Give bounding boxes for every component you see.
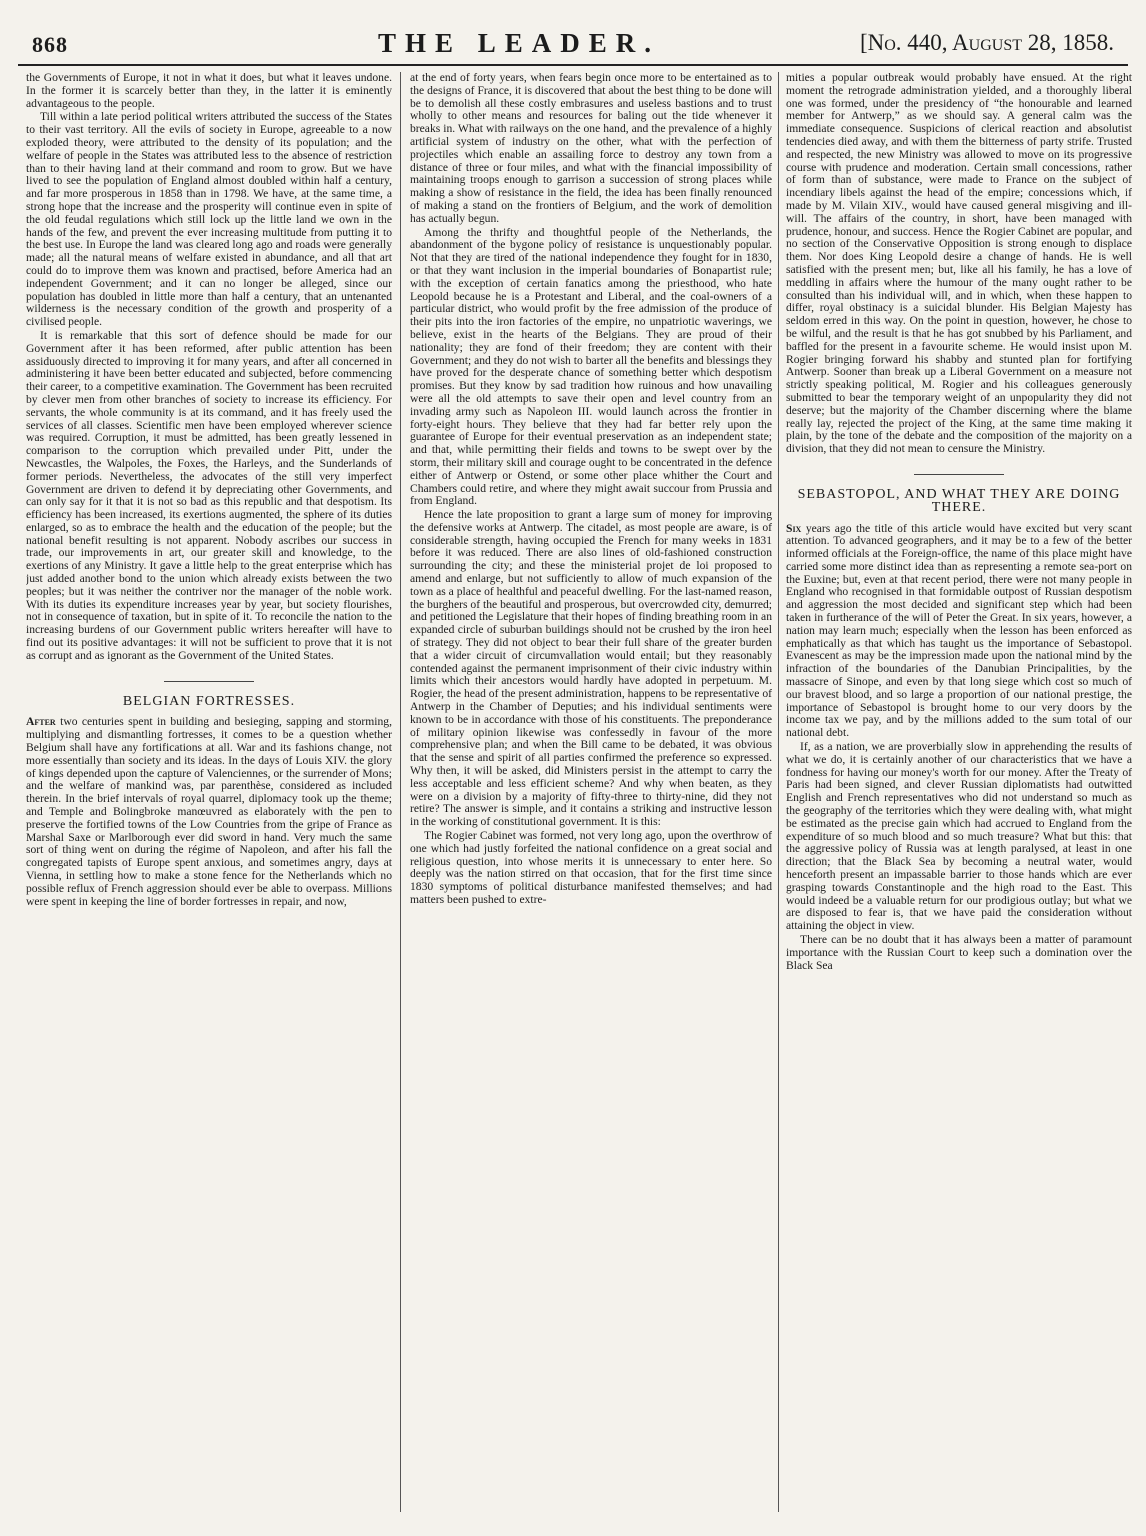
paragraph: the Governments of Europe, it not in what it does, but what it leaves undone. In the former it is scarcely better than they, in the latter it is eminently advantageous to the people. — [26, 72, 392, 110]
paragraph: Among the thrifty and thoughtful people of the Netherlands, the abandonment of the bygone policy of resistance is unquestionably popular. Not that they are tired of the national independence they fought for in 1830, or that they want inclusion in the imperial boundaries of Bonapartist rule; with the exception of certain fanatics among the priesthood, who hate Leopold because he is a Protestant and Liberal, and the coal-owners of a particular district, who would profit by the free admission of the produce of their pits into the iron factories of the empire, no unpatriotic waverings, we believe, exist in the hearts of the Belgians. They are proud of their nationality; they are fond of their freedom; they are content with their Government; and they do not wish to barter all the benefits and blessings they have proved for the desperate chance of something better which despotism promises. But they know by sad tradition how ruinous and how unavailing were all the old attempts to save their open and level country from an invading army such as Napoleon III. would launch across the frontier in forty-eight hours. They believe that they had far better rely upon the guarantee of Europe for their eventual preservation as an independent state; and that, while permitting their fields and towns to be swept over by the storm, their military skill and courage ought to be concentrated in the defence either of Antwerp or Ostend, or some other place whither the Court and Chambers could retire, and where they might await succour from Prussia and from England. — [410, 225, 772, 508]
paragraph: It is remarkable that this sort of defence should be made for our Government after it has been reformed, after public attention has been assiduously directed to improving it for many years, and after all concerned in administering it have been better educated and subjected, before commencing their career, to a competitive examination. The Government has been recruited by clever men from other branches of society to increase its efficiency. For servants, the whole community is at its command, and it has freely used the services of all classes. Scientific men have been employed wherever science was required. Corruption, it must be admitted, has been greatly lessened in comparison to the corruption which prevailed under Pitt, under the Newcastles, the Walpoles, the Foxes, the Harleys, and the Sunderlands of former periods. Nevertheless, the advocates of the still very imperfect Government are driven to defend it by depreciating other Governments, and can only say for it that it is not so bad as this republic and that despotism. Its efficiency has been increased, its exertions augmented, the sphere of its duties enlarged, so as to embrace the health and the education of the people; but the national benefit resulting is not apparent. Nobody ascribes our success in trade, our improvements in art, our greater skill and knowledge, to the exertions of any Ministry. It gave a little help to the great enterprise which has just added another bond to the union which already exists between the two peoples; but it was neither the contriver nor the manager of the noble work. With its duties its expenditure increases year by year, but society flourishes, not in consequence of taxation, but in spite of it. To reconcile the nation to the increasing burdens of our Government public writers hereafter will have to find out its positive advantages: it will not be sufficient to prove that it is not as corrupt and as ignorant as the Government of the United States. — [26, 328, 392, 662]
paragraph: Till within a late period political writers attributed the success of the States to their vast territory. All the evils of society in Europe, agreeable to a now exploded theory, were attributed to the density of its population; and the welfare of people in the States was attributed less to the absence of restriction than to their having land at their command and room to grow. But we have lived to see the population of England almost doubled within half a century, and far more prosperous in 1858 than in 1798. We have, at the same time, a strong hope that the increase and the prosperity will continue even in spite of the old feudal regulations which still lock up the little land we own in the hands of the few, and prevent the ever increasing multitude from putting it to the best use. In Europe the land was cleared long ago and roads were generally made; all the natural means of welfare existed in abundance, and all that art could do to improve them was known and practised, before America had an independent Government; and it can no longer be alleged, since our population has doubled in little more than half a century, that an untenanted wilderness is the necessary condition of the growth and prosperity of a civilised people. — [26, 110, 392, 329]
paragraph: The Rogier Cabinet was formed, not very long ago, upon the overthrow of one which had justly forfeited the national confidence on a great social and religious question, into whose merits it is unnecessary to enter here. So deeply was the nation stirred on that occasion, that for the first time since 1830 symptoms of political disturbance manifested themselves; and had matters been pushed to extre- — [410, 829, 772, 906]
paragraph: If, as a nation, we are proverbially slow in apprehending the results of what we do, it is certainly another of our characteristics that we have a fondness for having our money's worth for our money. After the Treaty of Paris had been signed, and clever Russian diplomatists had outwitted English and French representatives who did not understand so much as the geography of the territories which they were dealing with, what might be estimated as the precise gain which had accrued to England from the expenditure of so much blood and so much treasure? What but this: that the aggressive policy of Russia was at length paralysed, at least in one direction; that the Black Sea by becoming a neutral water, would henceforth present an impassable barrier to those hands which are ever grasping towards Constantinople and the high road to the East. This would indeed be a valuable return for our prodigious outlay; but what we are disposed to fear is, that we have paid the consideration without attaining the object in view. — [786, 740, 1132, 933]
article-separator — [164, 681, 254, 682]
page-number: 868 — [32, 32, 68, 57]
paragraph-text: two centuries spent in building and besieging, sapping and storming, multiplying and dismantling fortresses, it comes to be a question whether Belgium shall have any fortifications at all. War and its fashions change, not more essentially than society and its ideas. In the days of Louis XIV. the glory of kings depended upon the capture of Valenciennes, or the surrender of Mons; and the welfare of mankind was, par parenthèse, considered as included therein. In the brief intervals of royal quarrel, diplomacy took up the theme; and Temple and Bolingbroke manœuvred as elaborately with the pen to preserve the fortified towns of the Low Countries from the gripe of France as Marshal Saxe or Marlborough ever did sword in hand. Very much the same sort of thing went on during the régime of Napoleon, and after his fall the congregated tapists of Europe spent anxious, and sometimes angry, days at Vienna, in settling how to make a stone fence for the Netherlands which no possible reflux of French aggression should ever be able to overpass. Millions were spent in keeping the line of border fortresses in repair, and now, — [26, 715, 392, 908]
column-2 — [410, 72, 772, 1512]
paragraph: There can be no doubt that it has always been a matter of paramount importance with the Russian Court to keep such a domination over the Black Sea — [786, 933, 1132, 972]
paragraph — [786, 523, 1132, 741]
newspaper-page — [18, 14, 1132, 1524]
column-1 — [26, 72, 392, 1512]
paragraph-text: years ago the title of this article would have excited but very scant attention. To advanced geographers, and it may be to a few of the better informed officials at the Foreign-office, the name of this place might have carried some more distinct idea than as representing a remote sea-port on the Euxine; but, even at that recent period, there were not many people in England who recognised in that formidable outpost of Russian despotism and aggression the most decided and significant step which had been taken in furtherance of the will of Peter the Great. In six years, however, a nation may learn much; especially when the lesson has been enforced as emphatically as that which has taught us the importance of Sebastopol. Evanescent as may be the impression made upon the national mind by the infraction of the boundaries of the Danubian Principalities, by the massacre of Sinope, and even by that long siege which cost so much of our bravest blood, and so large a proportion of our national prestige, the importance of Sebastopol is brought home to our very doors by the income tax we pay, and by the millions added to the sum total of our national debt. — [786, 521, 1132, 740]
paragraph: mities a popular outbreak would probably have ensued. At the right moment the retrograde administration yielded, and a thoroughly liberal one was formed, under the presidency of “the honourable and learned member for Antwerp,” as we should say. A general calm was the immediate consequence. Suspicions of clerical reaction and absolutist tendencies died away, and with them the bitterness of party strife. Trusted and respected, the new Ministry was allowed to move on its progressive course with prudence and moderation. Certain small concessions, rather of form than of substance, were made to France on the subject of incendiary libels against the head of the empire; concessions which, if made by M. Vilain XIV., would have caused general misgiving and ill-will. The affairs of the country, in short, have been managed with prudence, honour, and success. Hence the Rogier Cabinet are popular, and no section of the Conservative Opposition is strong enough to displace them. Nor does King Leopold desire a change of hands. He is well satisfied with the present men; but, like all his family, he has a love of meddling in affairs where the humour of the many ought rather to be consulted than his individual will, and in which, when these happen to differ, royal obstinacy is a suicidal blunder. His Belgian Majesty has seldom erred in this way. On the point in question, however, he chose to be wilful, and the result is that he has got snubbed by his Parliament, and baffled for the present in a favourite scheme. He would insist upon M. Rogier bringing forward his shabby and stunted plan for fortifying Antwerp. Sooner than break up a Liberal Government on a measure not strictly speaking political, M. Rogier and his colleagues generously submitted to bear the temporary weight of an unpopularity they did not deserve; but the majority of the Chamber discerning where the blame really lay, rejected the project of the King, at the same time making it plain, by the tone of the debate and the composition of the majority on a division, that they did not mean to censure the Ministry. — [786, 72, 1132, 456]
column-rule — [778, 72, 779, 1512]
lead-word: Six — [786, 521, 802, 535]
article-separator — [914, 474, 1004, 475]
column-3 — [786, 72, 1132, 1512]
lead-word: After — [26, 715, 56, 729]
masthead-title: THE LEADER. — [378, 28, 661, 58]
article-title: SEBASTOPOL, AND WHAT THEY ARE DOING THERE. — [797, 486, 1121, 515]
article-title: BELGIAN FORTRESSES. — [122, 693, 296, 709]
page-header — [18, 14, 1128, 66]
column-rule — [400, 72, 401, 1512]
paragraph: Hence the late proposition to grant a large sum of money for improving the defensive works at Antwerp. The citadel, as most people are aware, is of considerable strength, having occupied the French for many weeks in 1831 before it was reduced. There are also lines of old-fashioned construction surrounding the city; and these the ministerial projet de loi proposed to amend and enlarge, but not sufficiently to allow of much expansion of the town as a place of healthful and peaceful dwelling. For the last-named reason, the burghers of the beautiful and prosperous, but overcrowded city, demurred; and petitioned the Legislature that their hopes of finding breathing room in an expanded circle of suburban buildings should not be crushed by the iron heel of strategy. They did not object to bear their full share of the greater burden that a wider circuit of circumvallation would entail; but they reasonably contended against the permanent imprisonment of their civic industry within limits which their ancestors would hardly have adopted in perpetuum. M. Rogier, the head of the present administration, happens to be representative of Antwerp in the Chamber of Deputies; and his individual sentiments were known to be in accordance with those of his constituents. The preponderance of military opinion likewise was confessedly in favour of the more comprehensive plan; and when the Bill came to be debated, it was obvious that the sense and spirit of all parties confirmed the preference so expressed. Why then, it will be asked, did Ministers persist in the attempt to carry the less acceptable and less efficient scheme? And why when beaten, as they were on a division by a majority of fifty-three to thirty-nine, did they not retire? The answer is simple, and it contains a striking and instructive lesson in the working of constitutional government. It is this: — [410, 508, 772, 829]
issue-info: [No. 440, August 28, 1858. — [859, 30, 1114, 55]
paragraph — [26, 716, 392, 908]
paragraph: at the end of forty years, when fears begin once more to be entertained as to the designs of France, it is discovered that about the best thing to be done will be to demolish all these costly embrasures and useless bastions and to trust wholly to other means and resources for baling out the tide whenever it breaks in. What with railways on the one hand, and the prevalence of a highly artificial system of industry on the other, what with the perfection of projectiles which enable an assailing force to destroy any town from a distance of three or four miles, and what with the financial impossibility of maintaining troops enough to garrison a succession of strong places while making a show of resistance in the field, the idea has been finally renounced of making a stand on the frontiers of Belgium, and the work of demolition has actually begun. — [410, 72, 772, 225]
